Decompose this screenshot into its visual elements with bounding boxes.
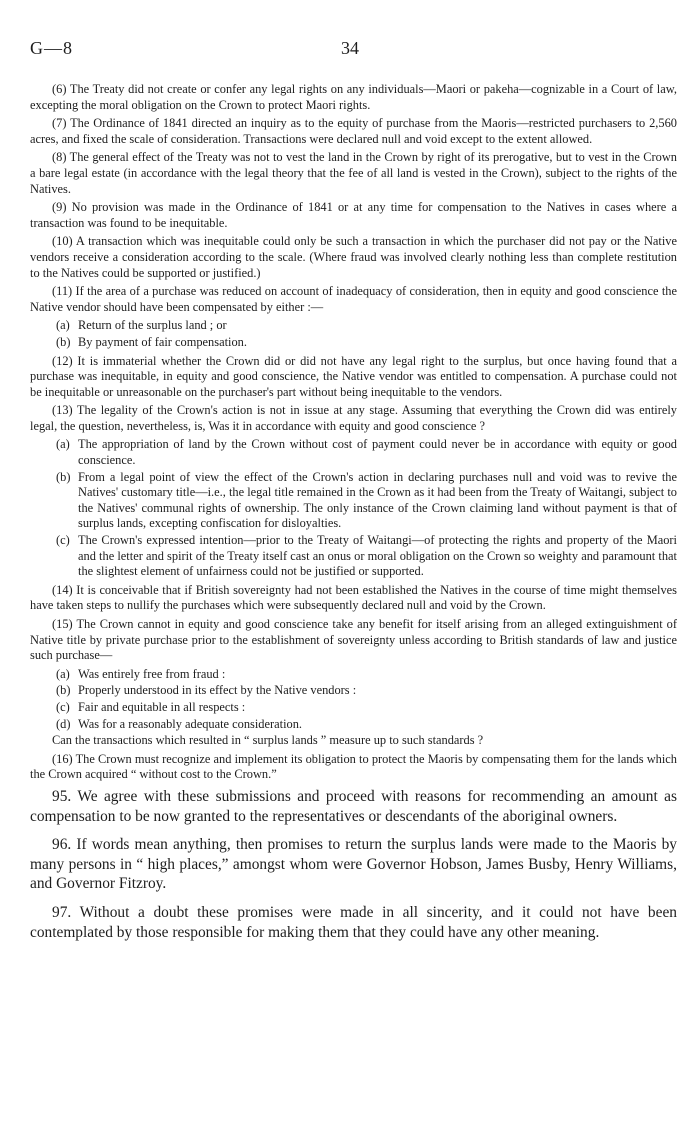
submission-6: (6) The Treaty did not create or confer any legal rights on any individuals—Maori or pakeha—cognizable in a Court of law, excepting the moral obligation on the Crown to protect Maori rights.: [30, 82, 677, 112]
page-header: [30, 38, 670, 68]
submission-11: (11) If the area of a purchase was reduced on account of inadequacy of consideration, then in equity and good conscience the Native vendor should have been compensated by either :—: [30, 284, 677, 314]
sub-label: (a): [56, 437, 70, 452]
sub-text: Fair and equitable in all respects :: [78, 699, 246, 714]
submission-15-b: [30, 683, 677, 699]
sub-text: Was entirely free from fraud :: [78, 666, 226, 681]
submission-7: (7) The Ordinance of 1841 directed an inquiry as to the equity of purchase from the Maoris—restricted purchasers to 2,560 acres, and fixed the scale of consideration. Transactions were declared null and void except to the extent allowed.: [30, 116, 677, 146]
submission-13: (13) The legality of the Crown's action is not in issue at any stage. Assuming that everything the Crown did was entirely legal, the question, nevertheless, is, Was it in accordance with equity and good conscience ?: [30, 403, 677, 433]
submission-13-c: [30, 533, 677, 580]
submission-15-d: [30, 717, 677, 733]
submission-13-b: [30, 470, 677, 532]
document-reference: G—8: [30, 38, 73, 58]
submission-13-a: [30, 437, 677, 468]
submission-15-question: Can the transactions which resulted in “ surplus lands ” measure up to such standards ?: [52, 733, 484, 748]
submission-16: (16) The Crown must recognize and implement its obligation to protect the Maoris by compensating them for the lands which the Crown acquired “ without cost to the Crown.”: [30, 751, 677, 782]
submission-11-b: [30, 335, 677, 351]
sub-label: (b): [56, 469, 71, 484]
paragraph-97: 97. Without a doubt these promises were made in all sincerity, and it could not have been contemplated by those responsible for making them that they could have any other meaning.: [30, 903, 677, 941]
document-body: [30, 82, 677, 951]
submission-8: (8) The general effect of the Treaty was not to vest the land in the Crown by right of its prerogative, but to vest in the Crown a bare legal estate (in accordance with the legal theory that the fee of all land is vested in the Crown), subject to the rights of the Natives.: [30, 150, 677, 196]
sub-text: Return of the surplus land ; or: [78, 318, 227, 333]
sub-label: (a): [56, 318, 70, 333]
submission-15-c: [30, 700, 677, 716]
sub-text: From a legal point of view the effect of the Crown's action in declaring purchases null and void was to revive the Natives' customary title—i.e., the legal title remained in the Crown as it had been from the Treaty of Waitangi, subject to the Natives' communal rights of ownership. The only instance of the Crown claiming land without payment is that of surplus lands, excepting confiscation for disloyalties.: [78, 469, 677, 531]
paragraph-96: 96. If words mean anything, then promises to return the surplus lands were made to the Maoris by many persons in “ high places,” amongst whom were Governor Hobson, James Busby, Henry Williams, and Governor Fitzroy.: [30, 836, 677, 893]
sub-text: Was for a reasonably adequate consideration.: [78, 716, 303, 731]
sub-label: (b): [56, 683, 71, 698]
sub-text: Properly understood in its effect by the Native vendors :: [78, 683, 357, 698]
submission-11-a: [30, 318, 677, 334]
submission-9: (9) No provision was made in the Ordinance of 1841 or at any time for compensation to the Natives in cases where a transaction was found to be inequitable.: [30, 200, 677, 230]
sub-label: (c): [56, 699, 70, 714]
submission-10: (10) A transaction which was inequitable could only be such a transaction in which the purchaser did not pay or the Native vendors receive a consideration according to the scale. (Where fraud was involved clearly nothing less than complete restitution to the Natives could be supported or justified.): [30, 234, 677, 280]
submission-14: (14) It is conceivable that if British sovereignty had not been established the Natives in the course of time might themselves have taken steps to nullify the purchases which were subsequently declared null and void by the Crown.: [30, 582, 677, 613]
submission-12: (12) It is immaterial whether the Crown did or did not have any legal right to the surplus, but once having found that a purchase was inequitable, in equity and good conscience, the Native vendor was entitled to compensation. A purchase could not be inequitable or unreasonable on the purchaser's part without being inequitable to the vendors.: [30, 353, 677, 399]
report-paragraphs: [30, 787, 677, 942]
submissions-list: [30, 82, 677, 783]
submission-15: (15) The Crown cannot in equity and good conscience take any benefit for itself arising from an alleged extinguishment of Native title by private purchase prior to the establishment of sovereignty unless according to British standards of law and justice such purchase—: [30, 617, 677, 663]
sub-label: (b): [56, 334, 71, 349]
paragraph-95: 95. We agree with these submissions and proceed with reasons for recommending an amount as compensation to be now granted to the representatives or descendants of the aboriginal owners.: [30, 787, 677, 825]
sub-text: The Crown's expressed intention—prior to the Treaty of Waitangi—of protecting the rights and property of the Maori and the letter and spirit of the Treaty itself cast an onus or moral obligation on the Crown so weighty and paramount that the slightest element of unfairness could not be justified or supported.: [78, 533, 677, 579]
sub-label: (c): [56, 533, 70, 548]
sub-label: (a): [56, 666, 70, 681]
page-number: 34: [341, 38, 359, 58]
sub-label: (d): [56, 716, 71, 731]
sub-text: The appropriation of land by the Crown without cost of payment could never be in accordance with equity or good conscience.: [78, 437, 677, 468]
submission-15-a: [30, 667, 677, 683]
sub-text: By payment of fair compensation.: [78, 334, 247, 349]
